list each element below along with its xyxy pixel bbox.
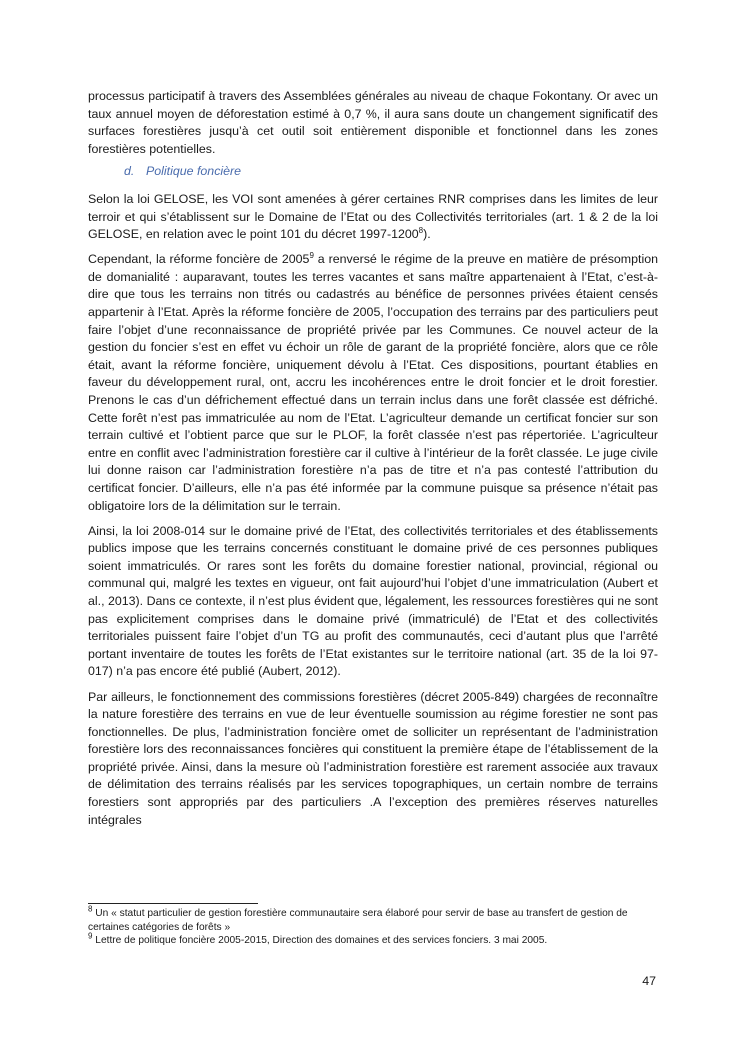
footnote-number: 8 <box>88 904 93 914</box>
footnote-9 <box>88 931 658 948</box>
paragraph-gelose-text: Selon la loi GELOSE, les VOI sont amenées à gérer certaines RNR comprises dans les limites de leur terroir et qui s’établissent sur le Domaine de l’Etat ou des Collectivités territoriales (art. 1 & 2 de la loi GELOSE, en relation avec le point 101 du décret 1997-1200 <box>88 191 658 242</box>
footnote-number: 9 <box>88 931 93 941</box>
paragraph-reforme <box>88 251 658 515</box>
footnote-text: Un « statut particulier de gestion forestière communautaire sera élaboré pour servir de base au transfert de gestion de certaines catégories de forêts » <box>88 908 628 933</box>
footnote-text: Lettre de politique foncière 2005-2015, Direction des domaines et des services fonciers. 3 mai 2005. <box>92 935 548 946</box>
section-number: d. <box>124 164 135 179</box>
footnote-separator <box>88 903 258 904</box>
page-body <box>88 88 658 829</box>
section-heading <box>124 163 658 181</box>
footnote-ref-9[interactable]: 9 <box>309 251 314 261</box>
footnote-8 <box>88 904 658 934</box>
footnote-ref-8[interactable]: 8 <box>418 226 424 236</box>
paragraph-reforme-text: a renversé le régime de la preuve en matière de présomption de domanialité : auparavant, toutes les terres vacantes et sans maître appartenaient à l’Etat, c’est-à-dire que tous les terrains non titrés ou cadastrés au bénéfice de personnes privées étaient censés appartenir à l’Etat. Après la réforme foncière de 2005, l’occupation des terrains par des particuliers peut faire l’objet d’une reconnaissance de propriété privée par les Communes. Ce nouvel acteur de la gestion du foncier s’est en effet vu échoir un rôle de garant de la propriété foncière, alors que ce rôle était, avant la réforme foncière, uniquement dévolu à l’Etat. Ces dispositions, pourtant établies en faveur du développement rural, ont, accru les incohérences entre le droit foncier et le droit forestier. Prenons le cas d’un défrichement effectué dans un terrain inclus dans une forêt classée est défriché. Cette forêt n’est pas immatriculée au nom de l’Etat. L’agriculteur demande un certificat foncier sur son terrain cultivé et l’obtient parce que sur le PLOF, la forêt classée n’est pas répertoriée. L’agriculteur entre en conflit avec l’administration forestière car il cultive à l’intérieur de la forêt classée. Le juge civile lui donne raison car l’administration forestière n’a pas de titre et n’a pas contesté l’attribution du certificat foncier. D’ailleurs, elle n’a pas été informée par la commune puisque sa présence n’était pas obligatoire lors de la délimitation sur le terrain. <box>88 252 658 513</box>
paragraph-gelose-tail: ). <box>423 227 431 242</box>
paragraph-loi-2008: Ainsi, la loi 2008-014 sur le domaine privé de l’Etat, des collectivités territoriales et des établissements publics impose que les terrains concernés constituant le domaine privé de ces personnes publiques soient immatriculés. Or rares sont les forêts du domaine forestier national, provincial, régional ou communal qui, malgré les textes en vigueur, ont fait aujourd’hui l’objet d’une immatriculation (Aubert et al., 2013). Dans ce contexte, il n’est plus évident que, légalement, les ressources forestières qui ne sont pas explicitement comprises dans le domaine privé (immatriculé) de l’Etat et des collectivités territoriales puissent faire l’objet d’un TG au profit des communautés, ceci d’autant plus que l’arrêté portant inventaire de toutes les forêts de l’Etat existantes sur le territoire national (art. 35 de la loi 97-017) n’a pas encore été publié (Aubert, 2012). <box>88 523 658 679</box>
paragraph-reforme-lead: Cependant, la réforme foncière de 2005 <box>88 252 310 267</box>
section-title: Politique foncière <box>146 164 242 179</box>
paragraph-commissions: Par ailleurs, le fonctionnement des commissions forestières (décret 2005-849) chargées de reconnaître la nature forestière des terrains en vue de leur éventuelle soumission au régime forestier ne sont pas fonctionnelles. De plus, l’administration foncière omet de solliciter un représentant de l’administration forestière lors des reconnaissances foncières qui constituent la première étape de l’établissement de la propriété privée. Ainsi, dans la mesure où l’administration forestière est rarement associée aux travaux de délimitation des terrains réalisés par les services topographiques, un certain nombre de terrains forestiers sont appropriés par des particuliers .A l’exception des premières réserves naturelles intégrales <box>88 689 658 827</box>
paragraph-intro: processus participatif à travers des Assemblées générales au niveau de chaque Fokontany. Or avec un taux annuel moyen de déforestation estimé à 0,7 %, il aura sans doute un changement significatif des surfaces forestières jusqu’à cet outil soit entièrement disponible et fonctionnel dans les zones forestières potentielles. <box>88 89 658 156</box>
page-number: 47 <box>642 974 656 988</box>
footnotes <box>88 904 658 948</box>
paragraph-gelose <box>88 191 658 244</box>
